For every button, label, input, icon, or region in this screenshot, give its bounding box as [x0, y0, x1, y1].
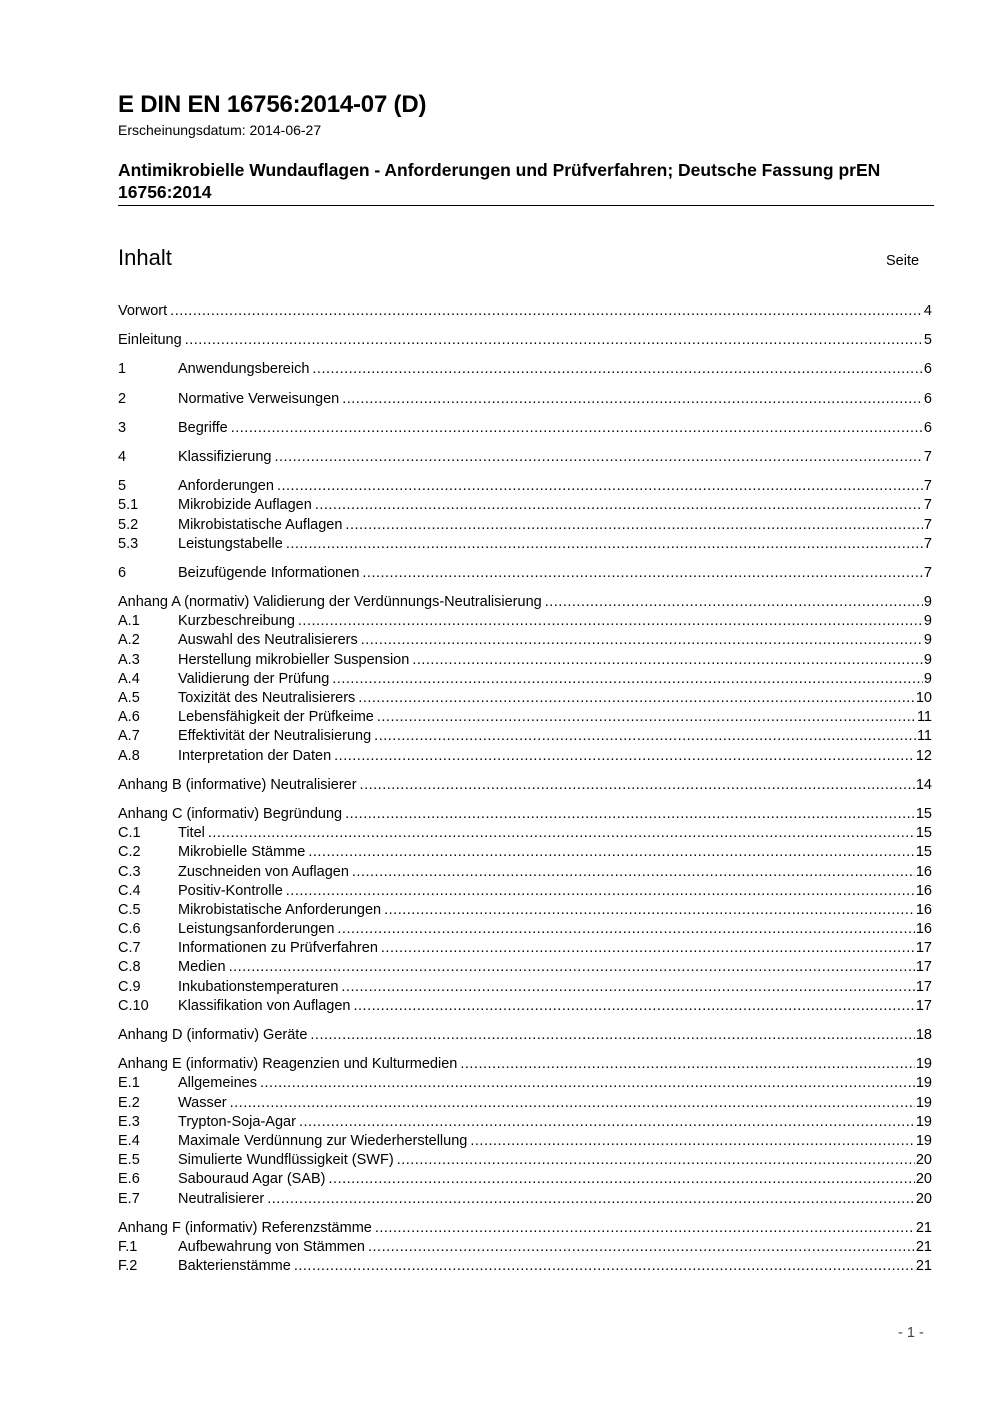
- toc-entry[interactable]: [118, 901, 932, 920]
- toc-entry[interactable]: [118, 1170, 932, 1189]
- toc-entry-page: 7: [923, 448, 932, 465]
- toc-dot-leader: [460, 1055, 915, 1074]
- toc-entry-title: Normative Verweisungen: [178, 390, 340, 407]
- toc-entry-number: A.6: [118, 709, 140, 726]
- toc-entry-number: C.6: [118, 921, 141, 938]
- toc-entry[interactable]: [118, 939, 932, 958]
- toc-entry-title: Neutralisierer: [178, 1190, 265, 1207]
- toc-entry-title: Allgemeines: [178, 1075, 257, 1092]
- toc-dot-leader: [377, 708, 916, 727]
- toc-entry-title: Anhang E (informativ) Reagenzien und Kulturmedien: [118, 1056, 458, 1073]
- toc-entry-number: 3: [118, 419, 127, 436]
- toc-entry-number: E.2: [118, 1094, 140, 1111]
- toc-entry-page: 9: [923, 632, 932, 649]
- toc-entry-title: Bakterienstämme: [178, 1258, 291, 1275]
- toc-entry-page: 17: [915, 940, 932, 957]
- toc-group: [118, 805, 932, 1016]
- toc-entry-title: Informationen zu Prüfverfahren: [178, 940, 378, 957]
- toc-dot-leader: [229, 958, 915, 977]
- toc-entry-number: C.5: [118, 901, 141, 918]
- toc-entry-page: 6: [923, 390, 932, 407]
- toc-entry-number: E.6: [118, 1171, 140, 1188]
- toc-dot-leader: [361, 631, 923, 650]
- toc-entry-page: 7: [923, 516, 932, 533]
- toc-entry[interactable]: [118, 689, 932, 708]
- toc-entry-title: Anhang A (normativ) Validierung der Verdünnungs-Neutralisierung: [118, 594, 542, 611]
- toc-entry-page: 9: [923, 594, 932, 611]
- toc-entry[interactable]: [118, 708, 932, 727]
- publication-date: Erscheinungsdatum: 2014-06-27: [118, 122, 322, 138]
- toc-entry[interactable]: [118, 535, 932, 554]
- toc-entry-number: A.1: [118, 613, 140, 630]
- toc-entry-number: A.3: [118, 651, 140, 668]
- toc-entry-page: 19: [915, 1094, 932, 1111]
- toc-entry-title: Wasser: [178, 1094, 227, 1111]
- toc-entry-title: Inkubationstemperaturen: [178, 978, 339, 995]
- toc-dot-leader: [354, 997, 915, 1016]
- toc-entry-page: 16: [915, 921, 932, 938]
- toc-entry-number: F.2: [118, 1258, 138, 1275]
- toc-entry[interactable]: [118, 824, 932, 843]
- toc-group: [118, 776, 932, 795]
- toc-entry-title: Anhang C (informativ) Begründung: [118, 805, 343, 822]
- toc-entry-title: Herstellung mikrobieller Suspension: [178, 651, 410, 668]
- toc-entry-page: 7: [923, 535, 932, 552]
- toc-entry-page: 19: [915, 1113, 932, 1130]
- toc-entry-title: Anhang B (informative) Neutralisierer: [118, 776, 357, 793]
- toc-dot-leader: [381, 939, 915, 958]
- toc-entry[interactable]: [118, 612, 932, 631]
- toc-dot-leader: [362, 564, 923, 583]
- toc-dot-leader: [286, 882, 915, 901]
- toc-group: [118, 448, 932, 467]
- toc-entry-page: 6: [923, 419, 932, 436]
- toc-entry[interactable]: [118, 448, 932, 467]
- toc-entry-title: Kurzbeschreibung: [178, 613, 295, 630]
- toc-dot-leader: [308, 843, 915, 862]
- toc-dot-leader: [374, 727, 916, 746]
- toc-entry[interactable]: [118, 302, 932, 321]
- toc-entry-title: Begriffe: [178, 419, 228, 436]
- toc-entry-page: 9: [923, 651, 932, 668]
- toc-entry-title: Interpretation der Daten: [178, 747, 332, 764]
- toc-entry-number: C.3: [118, 863, 141, 880]
- toc-dot-leader: [334, 747, 915, 766]
- toc-dot-leader: [230, 1094, 915, 1113]
- toc-entry[interactable]: [118, 631, 932, 650]
- toc-dot-leader: [260, 1074, 915, 1093]
- toc-entry-title: Mikrobistatische Auflagen: [178, 516, 343, 533]
- toc-entry[interactable]: [118, 1094, 932, 1113]
- toc-dot-leader: [470, 1132, 915, 1151]
- title-divider: [118, 205, 934, 206]
- toc-entry-page: 19: [915, 1132, 932, 1149]
- toc-entry-title: Anwendungsbereich: [178, 361, 310, 378]
- toc-entry[interactable]: [118, 727, 932, 746]
- toc-entry-page: 9: [923, 670, 932, 687]
- toc-entry-number: C.7: [118, 940, 141, 957]
- toc-dot-leader: [170, 302, 923, 321]
- toc-entry-page: 21: [915, 1258, 932, 1275]
- toc-entry-page: 10: [915, 690, 932, 706]
- toc-entry[interactable]: [118, 331, 932, 350]
- toc-entry-page: 7: [923, 497, 932, 514]
- toc-entry[interactable]: [118, 863, 932, 882]
- toc-entry-number: E.4: [118, 1132, 140, 1149]
- toc-entry[interactable]: [118, 516, 932, 535]
- toc-entry-number: F.1: [118, 1238, 138, 1255]
- toc-entry-title: Simulierte Wundflüssigkeit (SWF): [178, 1152, 394, 1169]
- toc-entry[interactable]: [118, 978, 932, 997]
- toc-dot-leader: [368, 1238, 915, 1257]
- toc-entry[interactable]: [118, 1055, 932, 1074]
- toc-entry-page: 17: [915, 959, 932, 976]
- toc-entry-page: 11: [916, 728, 932, 745]
- toc-entry-number: C.8: [118, 959, 141, 976]
- toc-entry-page: 12: [915, 747, 932, 764]
- toc-entry[interactable]: [118, 1190, 932, 1209]
- toc-group: [118, 331, 932, 350]
- toc-dot-leader: [342, 390, 923, 409]
- toc-entry-number: C.2: [118, 844, 141, 861]
- toc-entry[interactable]: [118, 997, 932, 1016]
- toc-entry-number: 5.2: [118, 516, 139, 533]
- toc-dot-leader: [345, 805, 915, 824]
- toc-dot-leader: [332, 670, 923, 689]
- toc-dot-leader: [231, 419, 923, 438]
- toc-entry[interactable]: [118, 1113, 932, 1132]
- toc-entry[interactable]: [118, 390, 932, 409]
- toc-entry-title: Anforderungen: [178, 478, 274, 495]
- toc-entry-number: C.10: [118, 997, 149, 1014]
- toc-entry[interactable]: [118, 1219, 932, 1238]
- toc-entry-title: Lebensfähigkeit der Prüfkeime: [178, 709, 374, 726]
- toc-entry-title: Sabouraud Agar (SAB): [178, 1171, 326, 1188]
- toc-dot-leader: [312, 360, 923, 379]
- toc-dot-leader: [412, 651, 923, 670]
- toc-group: [118, 1219, 932, 1277]
- toc-group: [118, 1026, 932, 1045]
- toc-dot-leader: [299, 1113, 915, 1132]
- toc-dot-leader: [329, 1170, 915, 1189]
- toc-entry-number: A.5: [118, 690, 140, 706]
- toc-entry-number: C.9: [118, 978, 141, 995]
- toc-entry-title: Anhang F (informativ) Referenzstämme: [118, 1219, 372, 1236]
- toc-entry-title: Maximale Verdünnung zur Wiederherstellung: [178, 1132, 468, 1149]
- toc-dot-leader: [315, 496, 923, 515]
- toc-entry[interactable]: [118, 360, 932, 379]
- toc-dot-leader: [397, 1151, 915, 1170]
- toc-entry-title: Positiv-Kontrolle: [178, 882, 283, 899]
- toc-entry[interactable]: [118, 1257, 932, 1276]
- toc-entry-page: 21: [915, 1238, 932, 1255]
- toc-entry[interactable]: [118, 670, 932, 689]
- document-id: E DIN EN 16756:2014-07 (D): [118, 91, 427, 118]
- toc-entry-page: 7: [923, 478, 932, 495]
- toc-entry-page: 7: [923, 564, 932, 581]
- toc-dot-leader: [310, 1026, 914, 1045]
- toc-entry[interactable]: [118, 747, 932, 766]
- toc-entry-title: Mikrobielle Stämme: [178, 844, 306, 861]
- toc-entry-title: Trypton-Soja-Agar: [178, 1113, 296, 1130]
- toc-entry-page: 5: [923, 332, 932, 349]
- toc-group: [118, 564, 932, 583]
- toc-group: [118, 477, 932, 554]
- toc-entry-page: 15: [915, 805, 932, 822]
- toc-entry-number: A.8: [118, 747, 140, 764]
- toc-dot-leader: [294, 1257, 915, 1276]
- toc-entry[interactable]: [118, 477, 932, 496]
- toc-dot-leader: [352, 863, 915, 882]
- toc-dot-leader: [298, 612, 923, 631]
- toc-entry-page: 16: [915, 863, 932, 880]
- toc-dot-leader: [208, 824, 915, 843]
- toc-entry-title: Mikrobizide Auflagen: [178, 497, 312, 514]
- toc-entry-page: 9: [923, 613, 932, 630]
- toc-entry[interactable]: [118, 1074, 932, 1093]
- toc-dot-leader: [277, 477, 923, 496]
- toc-entry-page: 21: [915, 1219, 932, 1236]
- toc-entry-title: Leistungsanforderungen: [178, 921, 335, 938]
- toc-entry[interactable]: [118, 920, 932, 939]
- toc-entry[interactable]: [118, 843, 932, 862]
- toc-dot-leader: [286, 535, 923, 554]
- toc-entry-page: 15: [915, 844, 932, 861]
- toc-entry-number: E.1: [118, 1075, 140, 1092]
- toc-entry-title: Medien: [178, 959, 226, 976]
- toc-entry-page: 20: [915, 1190, 932, 1207]
- toc-entry[interactable]: [118, 1151, 932, 1170]
- toc-entry[interactable]: [118, 564, 932, 583]
- toc-entry-title: Mikrobistatische Anforderungen: [178, 901, 382, 918]
- toc-entry-title: Beizufügende Informationen: [178, 564, 360, 581]
- toc-entry-number: 5.3: [118, 535, 139, 552]
- toc-dot-leader: [384, 901, 915, 920]
- toc-dot-leader: [275, 448, 923, 467]
- toc-entry-number: E.3: [118, 1113, 140, 1130]
- toc-entry-number: A.4: [118, 670, 140, 687]
- toc-dot-leader: [358, 689, 915, 708]
- toc-dot-leader: [360, 776, 915, 795]
- toc-entry-title: Effektivität der Neutralisierung: [178, 728, 372, 745]
- toc-dot-leader: [337, 920, 914, 939]
- toc-entry-page: 16: [915, 882, 932, 899]
- toc-entry[interactable]: [118, 882, 932, 901]
- toc-entry-number: A.7: [118, 728, 140, 745]
- toc-entry[interactable]: [118, 805, 932, 824]
- toc-entry[interactable]: [118, 776, 932, 795]
- toc-entry-title: Einleitung: [118, 332, 182, 349]
- toc-entry-number: C.4: [118, 882, 141, 899]
- toc-entry-title: Klassifizierung: [178, 448, 272, 465]
- toc-group: [118, 360, 932, 379]
- toc-heading: Inhalt: [118, 245, 172, 270]
- page-number: - 1 -: [898, 1325, 924, 1341]
- toc-dot-leader: [375, 1219, 915, 1238]
- toc-dot-leader: [185, 331, 923, 350]
- toc-entry[interactable]: [118, 1132, 932, 1151]
- table-of-contents: [118, 302, 932, 1276]
- toc-entry-page: 17: [915, 978, 932, 995]
- toc-entry[interactable]: [118, 496, 932, 515]
- toc-entry-page: 4: [923, 303, 932, 319]
- toc-entry-title: Toxizität des Neutralisierers: [178, 690, 356, 706]
- toc-group: [118, 1055, 932, 1209]
- toc-entry-number: 5.1: [118, 497, 139, 514]
- toc-entry[interactable]: [118, 593, 932, 612]
- document-title: Antimikrobielle Wundauflagen - Anforderungen und Prüfverfahren; Deutsche Fassung prEN 16756:2014: [118, 160, 881, 202]
- toc-dot-leader: [341, 978, 914, 997]
- toc-entry[interactable]: [118, 419, 932, 438]
- toc-entry-page: 11: [916, 709, 932, 726]
- toc-entry-title: Leistungstabelle: [178, 535, 283, 552]
- toc-entry-title: Auswahl des Neutralisierers: [178, 632, 358, 649]
- toc-entry[interactable]: [118, 958, 932, 977]
- toc-entry-page: 19: [915, 1075, 932, 1092]
- toc-entry-number: C.1: [118, 825, 141, 842]
- toc-entry-title: Anhang D (informativ) Geräte: [118, 1027, 308, 1043]
- toc-group: [118, 302, 932, 321]
- toc-entry-number: 1: [118, 361, 127, 378]
- toc-entry-title: Validierung der Prüfung: [178, 670, 330, 687]
- toc-entry-page: 14: [915, 776, 932, 793]
- toc-entry-number: A.2: [118, 632, 140, 649]
- toc-entry-number: E.7: [118, 1190, 140, 1207]
- toc-dot-leader: [267, 1190, 915, 1209]
- toc-entry-title: Aufbewahrung von Stämmen: [178, 1238, 365, 1255]
- toc-entry-number: 2: [118, 390, 127, 407]
- toc-entry-number: 6: [118, 564, 127, 581]
- toc-entry[interactable]: [118, 1238, 932, 1257]
- toc-entry-page: 18: [915, 1027, 932, 1043]
- toc-entry-page: 17: [915, 997, 932, 1014]
- toc-entry-number: 4: [118, 448, 127, 465]
- toc-entry-page: 20: [915, 1152, 932, 1169]
- toc-entry-number: 5: [118, 478, 127, 495]
- toc-group: [118, 390, 932, 409]
- toc-page-column-label: Seite: [886, 253, 920, 269]
- toc-entry-number: E.5: [118, 1152, 140, 1169]
- toc-entry-page: 16: [915, 901, 932, 918]
- toc-group: [118, 419, 932, 438]
- toc-entry-page: 20: [915, 1171, 932, 1188]
- toc-entry-title: Vorwort: [118, 303, 168, 319]
- toc-entry-page: 6: [923, 361, 932, 378]
- toc-entry[interactable]: [118, 651, 932, 670]
- toc-entry-title: Zuschneiden von Auflagen: [178, 863, 349, 880]
- toc-dot-leader: [345, 516, 923, 535]
- toc-entry[interactable]: [118, 1026, 932, 1045]
- toc-entry-title: Klassifikation von Auflagen: [178, 997, 351, 1014]
- toc-dot-leader: [545, 593, 923, 612]
- toc-entry-page: 15: [915, 825, 932, 842]
- toc-entry-page: 19: [915, 1056, 932, 1073]
- toc-entry-title: Titel: [178, 825, 205, 842]
- toc-group: [118, 593, 932, 766]
